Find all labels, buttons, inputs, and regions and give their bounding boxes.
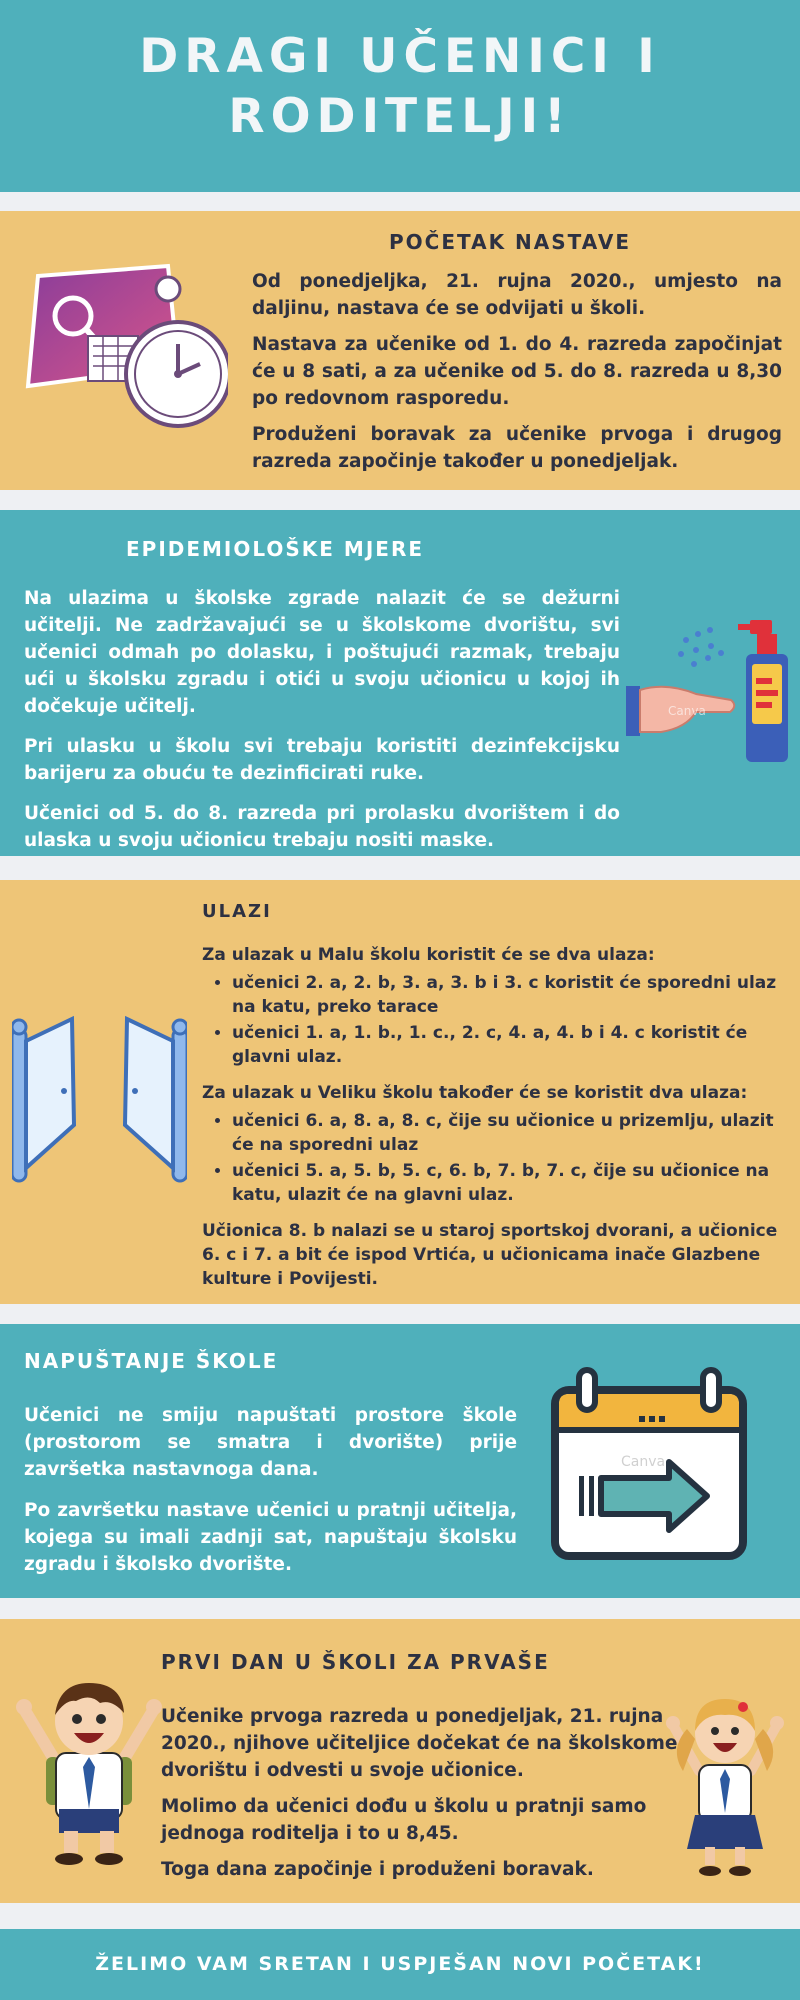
footer-banner bbox=[0, 1929, 800, 2000]
section-prvi-dan bbox=[0, 1619, 800, 1903]
pocetak-text bbox=[252, 268, 782, 475]
header-banner bbox=[0, 0, 800, 192]
watermark-text: Canva bbox=[621, 1454, 666, 1470]
girl-student-icon bbox=[665, 1679, 785, 1879]
mjere-paragraph: Učenici od 5. do 8. razreda pri prolasku dvorištem i do ulaska u svoju učionicu trebaju nositi maske. bbox=[24, 803, 620, 851]
ulazi-note: Učionica 8. b nalazi se u staroj sportskoj dvorani, a učionice 6. c i 7. a bit će ispod Vrtića, u učionicama inače Glazbene kulture i Povijesti. bbox=[202, 1221, 778, 1289]
mjere-paragraph: Pri ulasku u školu svi trebaju koristiti dezinfekcijsku barijeru za obuću te dezinficirati ruke. bbox=[24, 736, 620, 784]
clock-calendar-icon bbox=[18, 256, 228, 486]
boy-student-icon bbox=[14, 1669, 164, 1869]
napustanje-text bbox=[24, 1402, 517, 1578]
section-napustanje-skole bbox=[0, 1324, 800, 1598]
calendar-exit-icon bbox=[549, 1366, 749, 1566]
prvasi-paragraph: Toga dana započinje i produženi boravak. bbox=[161, 1859, 594, 1880]
page-title: DRAGI UČENICI I RODITELJI! bbox=[139, 29, 661, 144]
prvasi-text bbox=[161, 1703, 691, 1883]
mjere-paragraph: Na ulazima u školske zgrade nalazit će se dežurni učitelji. Ne zadržavajući se u školskome dvorištu, svi učenici odmah po dolasku, i poštujući razmak, trebaju ući u školsku zgradu i otići u svoju učionicu u kojoj ih dočekuje učitelj. bbox=[24, 588, 620, 717]
prvasi-title: PRVI DAN U ŠKOLI ZA PRVAŠE bbox=[161, 1650, 550, 1674]
mjere-text bbox=[24, 585, 620, 854]
velika-skola-intro: Za ulazak u Veliku školu također će se koristit dva ulaza: bbox=[202, 1083, 748, 1103]
footer-text: ŽELIMO VAM SRETAN I USPJEŠAN NOVI POČETAK! bbox=[95, 1953, 705, 1975]
napustanje-paragraph: Učenici ne smiju napuštati prostore škole (prostorom se smatra i dvorište) prije završetka nastavnoga dana. bbox=[24, 1405, 517, 1480]
pocetak-paragraph: Od ponedjeljka, 21. rujna 2020., umjesto na daljinu, nastava će se odvijati u školi. bbox=[252, 271, 782, 319]
doors-icon bbox=[12, 1013, 187, 1183]
ulazi-title: ULAZI bbox=[202, 901, 272, 922]
hand-sanitizer-icon bbox=[626, 620, 796, 780]
pocetak-title: POČETAK NASTAVE bbox=[389, 230, 632, 254]
napustanje-title: NAPUŠTANJE ŠKOLE bbox=[24, 1349, 279, 1373]
velika-skola-list bbox=[202, 1109, 780, 1207]
ulazi-text bbox=[202, 943, 780, 1291]
list-item: • učenici 1. a, 1. b., 1. c., 2. c, 4. a, 4. b i 4. c koristit će glavni ulaz. bbox=[232, 1021, 780, 1069]
mala-skola-list bbox=[202, 971, 780, 1069]
list-item: • učenici 2. a, 2. b, 3. a, 3. b i 3. c koristit će sporedni ulaz na katu, preko tarace bbox=[232, 971, 780, 1019]
section-epidemioloske-mjere bbox=[0, 510, 800, 856]
mjere-title: EPIDEMIOLOŠKE MJERE bbox=[126, 537, 424, 561]
list-item: • učenici 5. a, 5. b, 5. c, 6. b, 7. b, 7. c, čije su učionice na katu, ulazit će na glavni ulaz. bbox=[232, 1159, 780, 1207]
mala-skola-intro: Za ulazak u Malu školu koristit će se dva ulaza: bbox=[202, 945, 655, 965]
section-pocetak-nastave bbox=[0, 211, 800, 490]
watermark-text: Canva bbox=[668, 704, 706, 718]
napustanje-paragraph: Po završetku nastave učenici u pratnji učitelja, kojega su imali zadnji sat, napuštaju školsku zgradu i školsko dvorište. bbox=[24, 1500, 517, 1575]
pocetak-paragraph: Produženi boravak za učenike prvoga i drugog razreda započinje također u ponedjeljak. bbox=[252, 424, 782, 472]
prvasi-paragraph: Molimo da učenici dođu u školu u pratnji samo jednoga roditelja i to u 8,45. bbox=[161, 1796, 647, 1844]
section-ulazi bbox=[0, 880, 800, 1304]
prvasi-paragraph: Učenike prvoga razreda u ponedjeljak, 21. rujna 2020., njihove učiteljice dočekat će na školskome dvorištu i odvesti u svoje učionice. bbox=[161, 1706, 678, 1781]
list-item: • učenici 6. a, 8. a, 8. c, čije su učionice u prizemlju, ulazit će na sporedni ulaz bbox=[232, 1109, 780, 1157]
pocetak-paragraph: Nastava za učenike od 1. do 4. razreda započinjat će u 8 sati, a za učenike od 5. do 8. razreda u 8,30 po redovnom rasporedu. bbox=[252, 334, 782, 409]
